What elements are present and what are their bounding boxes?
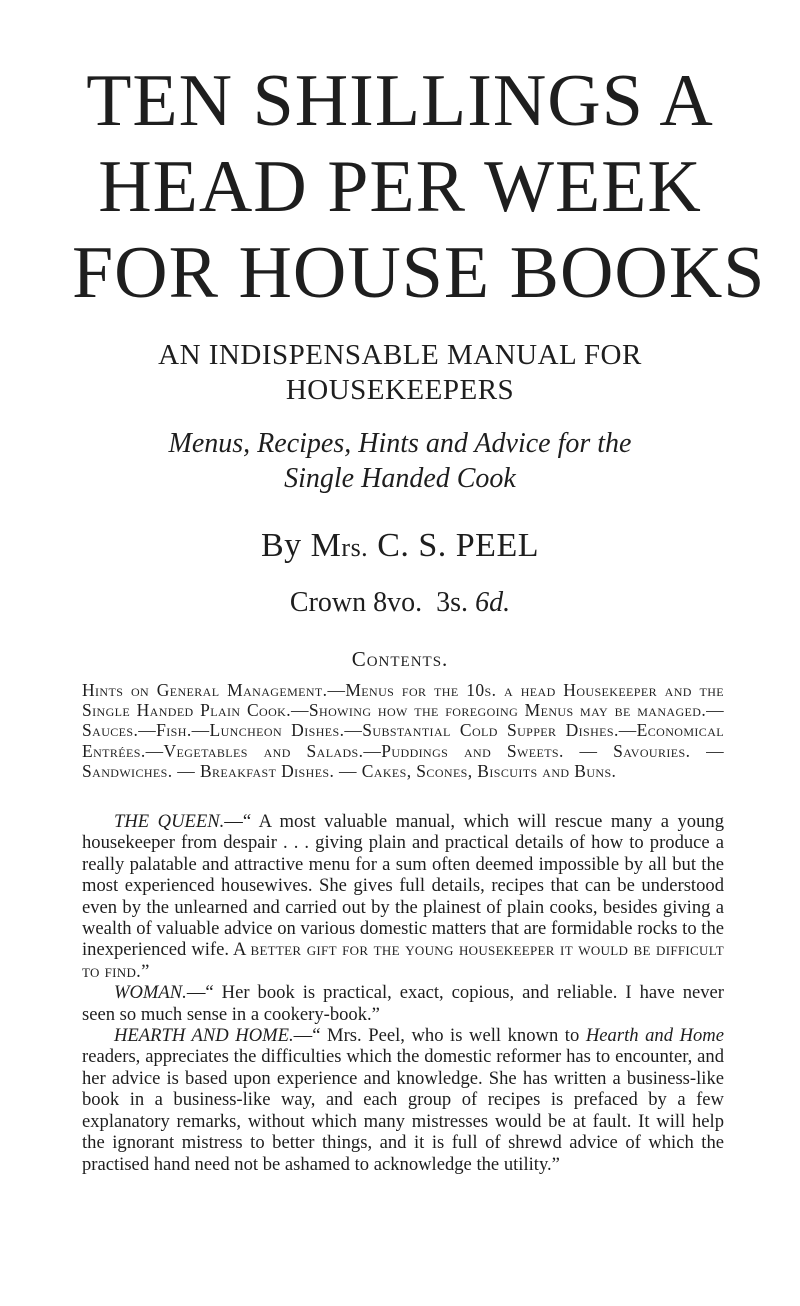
author-by: By <box>260 527 302 564</box>
review-woman <box>82 982 724 1025</box>
title-line-3: FOR HOUSE BOOKS <box>72 232 766 314</box>
book-tagline <box>72 426 728 496</box>
review-quote-hearth-and-home-a: —“ Mrs. Peel, who is well known to <box>293 1025 586 1047</box>
tagline-line-2: Single Handed Cook <box>284 463 516 494</box>
author-title-rest: rs. <box>341 533 369 562</box>
author-title-initial: M <box>310 527 342 564</box>
subtitle-line-2: HOUSEKEEPERS <box>285 374 515 406</box>
author-name: C. S. PEEL <box>377 527 539 564</box>
review-source-hearth-and-home: HEARTH AND HOME. <box>114 1025 294 1047</box>
review-quote-the-queen: —“ A most valuable manual, which will rescue many a young housekeeper from despair . . . giving plain and practical details of how to produce a really palatable and attractive menu for a sum often deemed impossible by all but the most experienced housewives. She gives full details, recipes that can be understood even by the unlearned and carried out by the plainest of plain cooks, besides giving a wealth of valuable advice on various domestic matters that are formidable rocks to the inexperienced wife. A <box>82 811 724 961</box>
book-subtitle <box>72 338 728 408</box>
review-quote-the-queen-smallcaps: better gift for the young housekeeper it would be difficult to find.” <box>82 939 724 982</box>
review-source-the-queen: THE QUEEN. <box>114 811 225 833</box>
review-source-woman: WOMAN. <box>114 982 187 1004</box>
book-title <box>72 58 766 316</box>
title-line-2: HEAD PER WEEK <box>98 146 702 228</box>
format-size: Crown 8vo. <box>289 587 423 618</box>
contents-list: Hints on General Management.—Menus for the 10s. a head Housekeeper and the Single Handed Plain Cook.—Showing how the foregoing Menus may be managed.—Sauces.—Fish.—Luncheon Dishes.—Substantial Cold Supper Dishes.—Economical Entrées.—Vegetables and Salads.—Puddings and Sweets. — Savouries. — Sandwiches. — Breakfast Dishes. — Cakes, Scones, Biscuits and Buns. <box>82 680 724 781</box>
review-the-queen <box>82 811 724 982</box>
review-quote-hearth-and-home-c: readers, appreciates the difficulties which the domestic reformer has to encounter, and her advice is based upon experience and knowledge. She has written a business-like book in a business-like way, and each group of recipes is prefaced by a few explanatory remarks, without which many mistresses would be at fault. It will help the ignorant mistress to better things, and it is full of shrewd advice of which the practised hand need not be ashamed to acknowledge the utility.” <box>82 1046 724 1175</box>
press-reviews <box>72 811 728 1175</box>
title-line-1: TEN SHILLINGS A <box>86 60 714 142</box>
review-hearth-and-home <box>82 1025 724 1175</box>
contents-heading: Contents. <box>351 647 449 671</box>
format-and-price <box>72 586 728 620</box>
author-line <box>72 526 728 568</box>
review-hearth-and-home-italic-name: Hearth and Home <box>585 1025 724 1047</box>
price-pence: 6d. <box>475 587 511 618</box>
review-quote-woman: —“ Her book is practical, exact, copious, and reliable. I have never seen so much sense in a cookery-book.” <box>82 982 724 1025</box>
price-shillings: 3s. <box>436 587 469 618</box>
subtitle-line-1: AN INDISPENSABLE MANUAL FOR <box>158 339 642 371</box>
tagline-line-1: Menus, Recipes, Hints and Advice for the <box>168 428 632 459</box>
